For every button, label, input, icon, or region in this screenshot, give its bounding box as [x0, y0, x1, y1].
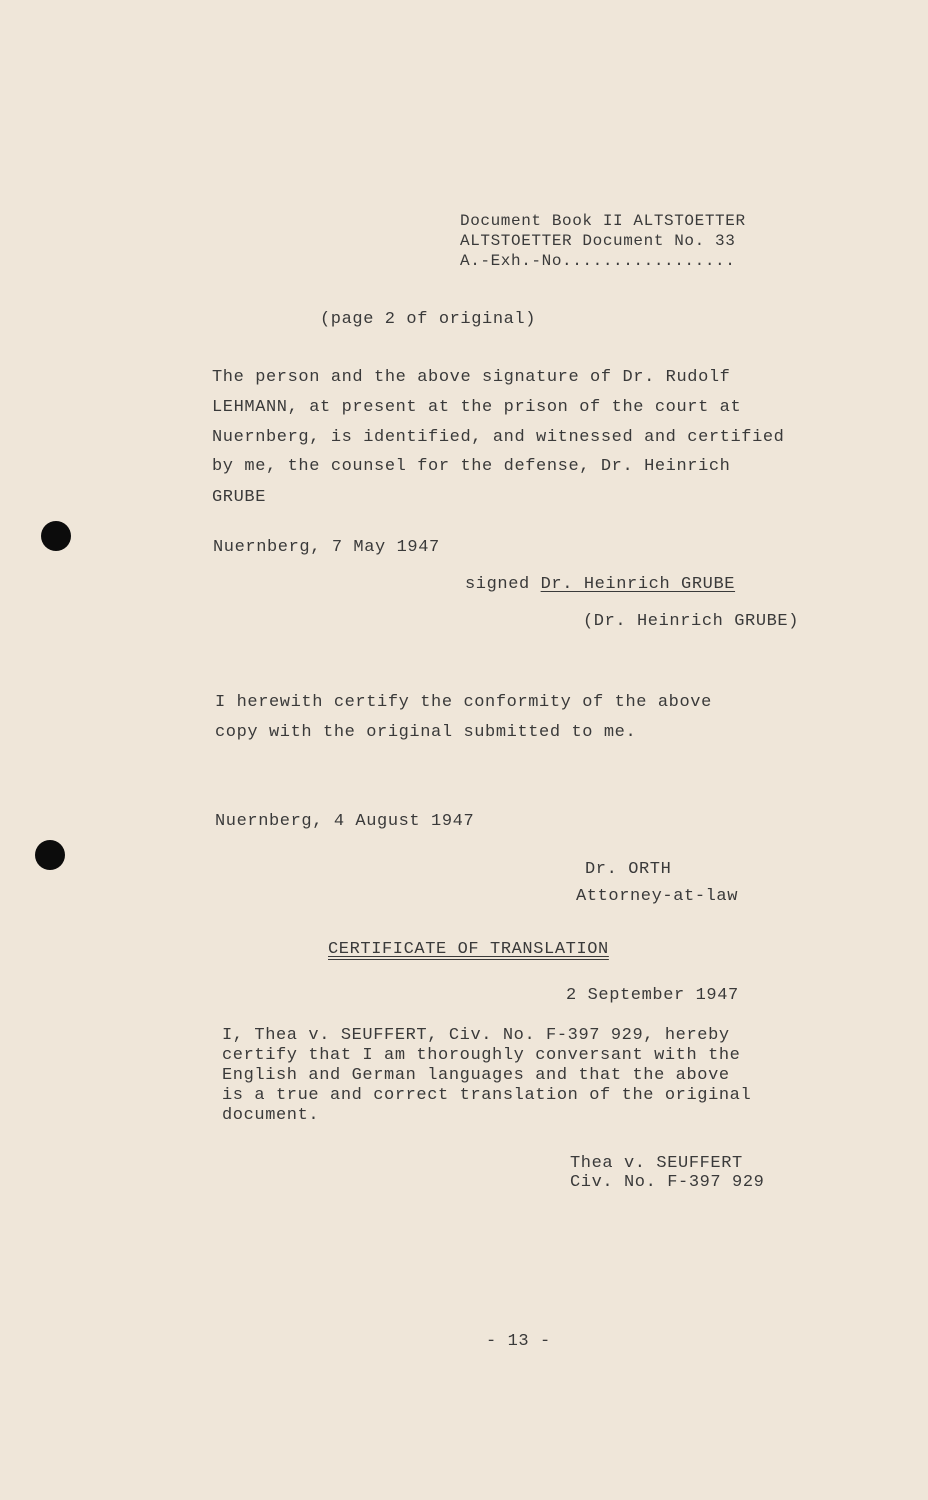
header-book: Document Book II ALTSTOETTER: [460, 212, 746, 230]
page-number: - 13 -: [486, 1332, 551, 1351]
certificate-line: document.: [222, 1106, 320, 1125]
translator-civ-number: Civ. No. F-397 929: [570, 1173, 765, 1192]
place-date: Nuernberg, 4 August 1947: [215, 812, 475, 831]
page-note: (page 2 of original): [320, 310, 537, 329]
place-date: Nuernberg, 7 May 1947: [213, 538, 440, 557]
attorney-title: Attorney-at-law: [576, 887, 739, 906]
signer-typed-name: (Dr. Heinrich GRUBE): [583, 612, 800, 631]
signed-name: Dr. Heinrich GRUBE: [540, 575, 736, 594]
certificate-line: I, Thea v. SEUFFERT, Civ. No. F-397 929, hereby: [222, 1026, 730, 1045]
punch-hole: [41, 521, 71, 551]
punch-hole: [35, 840, 65, 870]
certificate-line: is a true and correct translation of the original: [222, 1086, 752, 1105]
paragraph-line: I herewith certify the conformity of the above: [215, 693, 712, 712]
attorney-name: Dr. ORTH: [585, 860, 672, 879]
certificate-date: 2 September 1947: [566, 986, 739, 1005]
signed-prefix: signed: [465, 575, 530, 594]
certificate-title: CERTIFICATE OF TRANSLATION: [328, 940, 609, 959]
header-exhibit-number: A.-Exh.-No.................: [460, 252, 736, 270]
paragraph-line: copy with the original submitted to me.: [215, 723, 637, 742]
paragraph-line: GRUBE: [212, 488, 267, 507]
signature-line: [465, 575, 735, 594]
paragraph-line: LEHMANN, at present at the prison of the court at: [212, 398, 742, 417]
certificate-line: certify that I am thoroughly conversant with the: [222, 1046, 741, 1065]
paragraph-line: by me, the counsel for the defense, Dr. Heinrich: [212, 457, 731, 476]
header-document-number: ALTSTOETTER Document No. 33: [460, 232, 736, 250]
certificate-line: English and German languages and that the above: [222, 1066, 730, 1085]
paragraph-line: The person and the above signature of Dr. Rudolf: [212, 368, 731, 387]
paragraph-line: Nuernberg, is identified, and witnessed and certified: [212, 428, 785, 447]
translator-name: Thea v. SEUFFERT: [570, 1154, 743, 1173]
